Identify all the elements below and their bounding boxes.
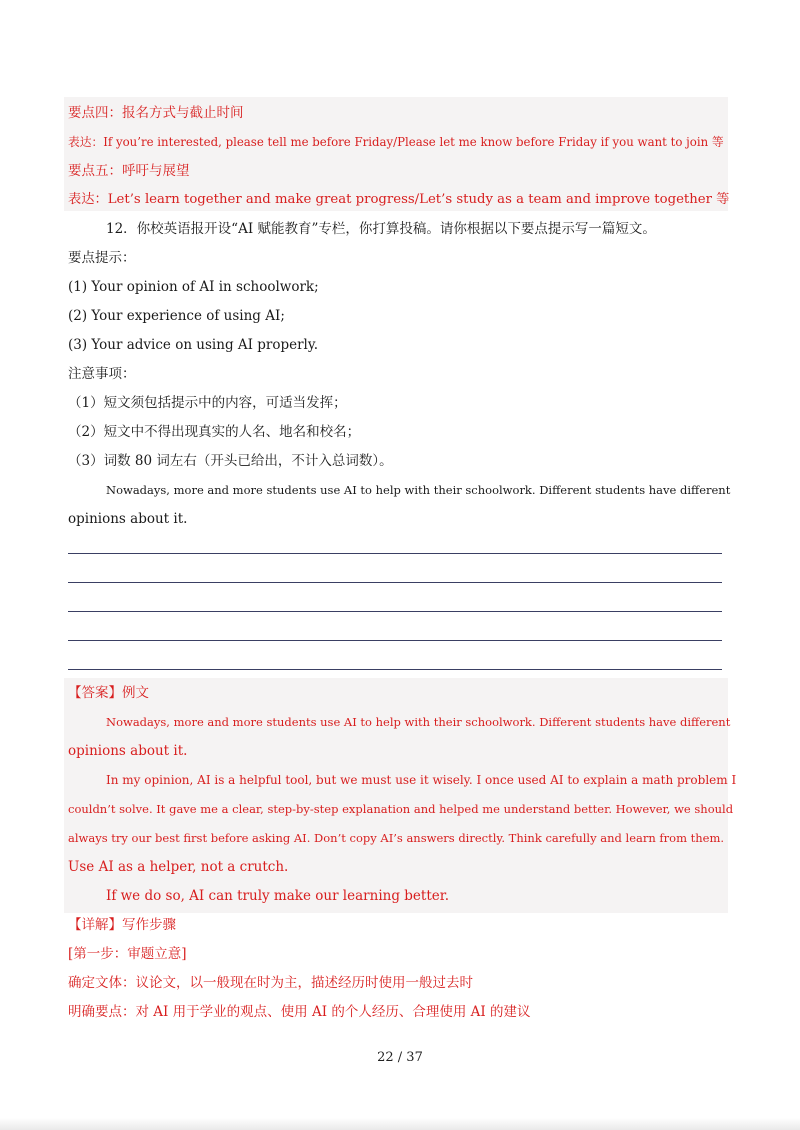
answer-line: In my opinion, AI is a helpful tool, but we must use it wisely. I once used AI to explain a math problem I [106,773,737,787]
detail-style: 确定文体：议论文，以一般现在时为主，描述经历时使用一般过去时 [68,975,473,991]
point-item: (1) Your opinion of AI in schoolwork; [68,279,319,295]
note-item: （2）短文中不得出现真实的人名、地名和校名； [68,424,361,440]
answer-line: Nowadays, more and more students use AI to help with their schoolwork. Different students have different [106,715,731,729]
page-number: 22 / 37 [377,1050,423,1065]
answer-line: opinions about it. [68,743,188,759]
note-item: （1）短文须包括提示中的内容，可适当发挥； [68,395,347,411]
point-item: (2) Your experience of using AI; [68,308,285,324]
detail-step1: [第一步：审题立意] [68,946,187,962]
notes-label: 注意事项： [68,366,136,382]
question-prompt: 12．你校英语报开设“AI 赋能教育”专栏，你打算投稿。请你根据以下要点提示写一篇短文。 [106,221,656,237]
writing-line [68,553,722,554]
answer-line: always try our best first before asking AI. Don’t copy AI’s answers directly. Think carefully and learn from them. [68,831,725,845]
opening-line: opinions about it. [68,511,188,527]
point5-title: 要点五：呼吁与展望 [68,163,190,179]
answer-line: Use AI as a helper, not a crutch. [68,859,289,875]
point4-expression: 表达：If you’re interested, please tell me before Friday/Please let me know before Friday if you want to join 等 [68,135,724,149]
point-item: (3) Your advice on using AI properly. [68,337,319,353]
writing-line [68,582,722,583]
writing-line [68,669,722,670]
detail-label: 【详解】写作步骤 [68,917,176,933]
detail-points: 明确要点：对 AI 用于学业的观点、使用 AI 的个人经历、合理使用 AI 的建议 [68,1004,531,1020]
answer-label: 【答案】例文 [68,685,149,701]
writing-line [68,611,722,612]
point5-expression: 表达：Let’s learn together and make great progress/Let’s study as a team and improve together 等 [68,192,730,207]
answer-line: If we do so, AI can truly make our learning better. [106,888,449,904]
points-label: 要点提示： [68,250,136,266]
answer-line: couldn’t solve. It gave me a clear, step-by-step explanation and helped me understand better. However, we should [68,802,734,816]
page-edge [0,1118,800,1130]
writing-line [68,640,722,641]
opening-line: Nowadays, more and more students use AI to help with their schoolwork. Different students have different [106,483,731,497]
point4-title: 要点四：报名方式与截止时间 [68,105,244,121]
note-item: （3）词数 80 词左右（开头已给出，不计入总词数）。 [68,453,393,469]
